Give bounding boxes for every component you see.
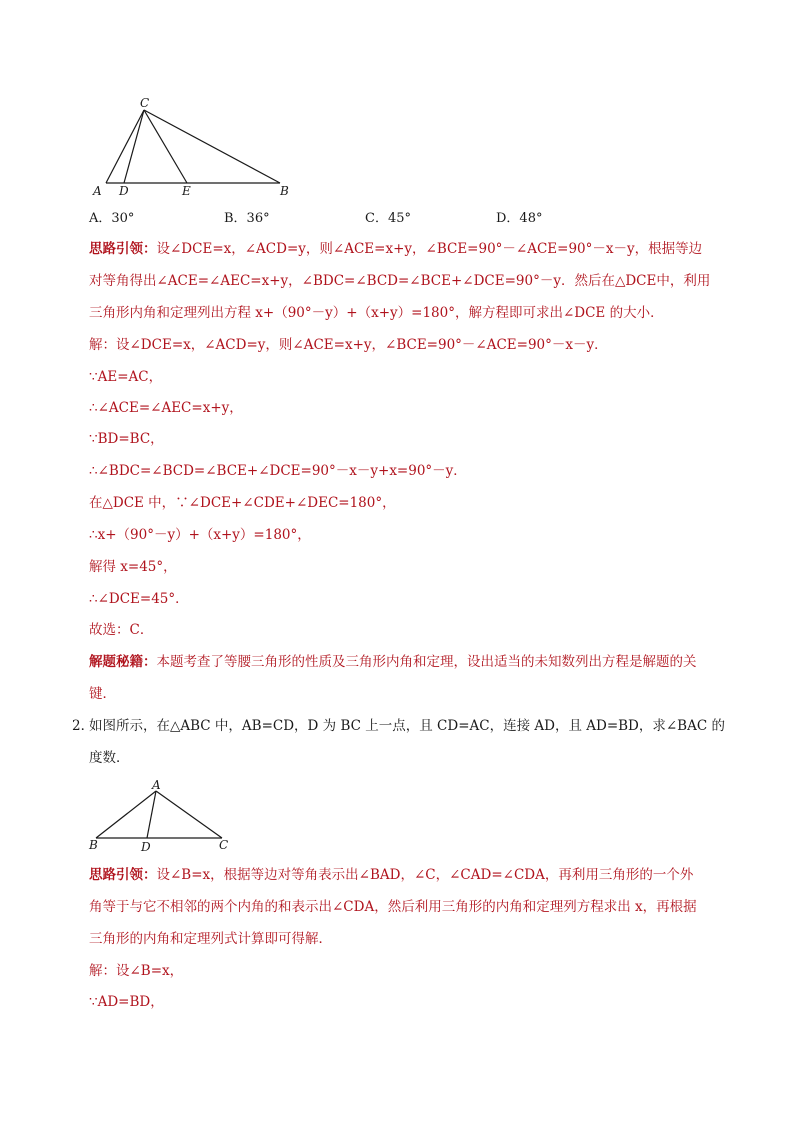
label-a: A [93, 184, 102, 198]
solution2-line1 [89, 961, 183, 981]
question2-line1: 如图所示，在△ABC 中，AB=CD，D 为 BC 上一点，且 CD=AC，连接 AD，且 AD=BD，求∠BAC 的 [89, 718, 725, 734]
segment-ac2 [156, 791, 222, 838]
label-c: C [140, 96, 150, 110]
solution1-line1 [89, 335, 608, 355]
option-b: B．36° [224, 211, 270, 226]
hint2-line3: 三角形的内角和定理列式计算即可得解． [89, 931, 332, 947]
option-d: D．48° [496, 211, 543, 226]
label-d: D [119, 184, 129, 198]
summary1-line2: 键． [89, 686, 116, 702]
option-a: A．30° [89, 211, 135, 226]
triangle-figure-2 [86, 778, 236, 854]
label-e: E [182, 184, 191, 198]
label-b2: B [89, 838, 98, 852]
hint1-line3: 三角形内角和定理列出方程 x+（90°－y）+（x+y）=180°，解方程即可求出∠DCE 的大小． [89, 305, 664, 321]
hint2-line2: 角等于与它不相邻的两个内角的和表示出∠CDA，然后利用三角形的内角和定理列方程求出 x，再根据 [89, 899, 697, 915]
solution1-line10 [89, 620, 153, 640]
hint1-line2: 对等角得出∠ACE=∠AEC=x+y，∠BDC=∠BCD=∠BCE+∠DCE=90°－y．然后在△DCE中，利用 [89, 273, 711, 289]
solution1-line6-prefix: 在△DCE 中， [89, 495, 176, 511]
question2-number: 2． [72, 718, 95, 734]
segment-cb [144, 110, 280, 183]
hint2-label: 思路引领： [89, 867, 157, 883]
solution1-line8 [89, 557, 177, 577]
solution1-line7: ∴x+（90°－y）+（x+y）=180°， [89, 527, 311, 543]
triangle-figure-1 [90, 92, 300, 200]
label-c2: C [219, 838, 229, 852]
solution1-answer: C． [129, 622, 154, 638]
solution1-line2: ∵AE=AC， [89, 369, 163, 385]
label-a2: A [152, 778, 161, 792]
summary1-line1 [89, 652, 697, 672]
solution1-line5: ∴∠BDC=∠BCD=∠BCE+∠DCE=90°－x－y+x=90°－y． [89, 463, 467, 479]
solution1-line8-prefix: 解得 [89, 559, 121, 575]
solution1-line3: ∴∠ACE=∠AEC=x+y， [89, 400, 243, 416]
label-b: B [280, 184, 289, 198]
answer-options [89, 207, 709, 229]
hint2-text1: 设∠B=x，根据等边对等角表示出∠BAD，∠C，∠CAD=∠CDA，再利用三角形的一个外 [156, 867, 694, 883]
solution1-line8-text: x=45°， [120, 559, 177, 575]
segment-ad [147, 791, 156, 838]
segment-ab2 [96, 791, 156, 838]
label-d2: D [141, 840, 151, 854]
solution2-text1: 设∠B=x， [116, 963, 184, 979]
solution1-line6 [89, 493, 396, 513]
solution1-text1: 设∠DCE=x，∠ACD=y，则∠ACE=x+y，∠BCE=90°－∠ACE=90°－x－y． [116, 337, 608, 353]
segment-cd [124, 110, 144, 183]
solution1-line6-text: ∵∠DCE+∠CDE+∠DEC=180°， [175, 495, 396, 511]
solution2-prefix: 解： [89, 963, 116, 979]
hint1-label: 思路引领： [89, 241, 157, 257]
question2-line2: 度数． [89, 750, 130, 766]
hint1-line1 [89, 239, 702, 259]
summary1-text1: 本题考查了等腰三角形的性质及三角形内角和定理，设出适当的未知数列出方程是解题的关 [156, 654, 697, 670]
solution1-line10-prefix: 故选： [89, 622, 130, 638]
summary1-label: 解题秘籍： [89, 654, 157, 670]
hint1-text1: 设∠DCE=x，∠ACD=y，则∠ACE=x+y，∠BCE=90°－∠ACE=90°－x－y，根据等边 [156, 241, 703, 257]
solution1-line4: ∵BD=BC， [89, 431, 164, 447]
option-c: C．45° [365, 211, 411, 226]
solution2-line2: ∵AD=BD， [89, 994, 164, 1010]
solution1-line9: ∴∠DCE=45°． [89, 591, 189, 607]
hint2-line1 [89, 865, 693, 885]
segment-ac [106, 110, 144, 183]
solution1-prefix: 解： [89, 337, 116, 353]
